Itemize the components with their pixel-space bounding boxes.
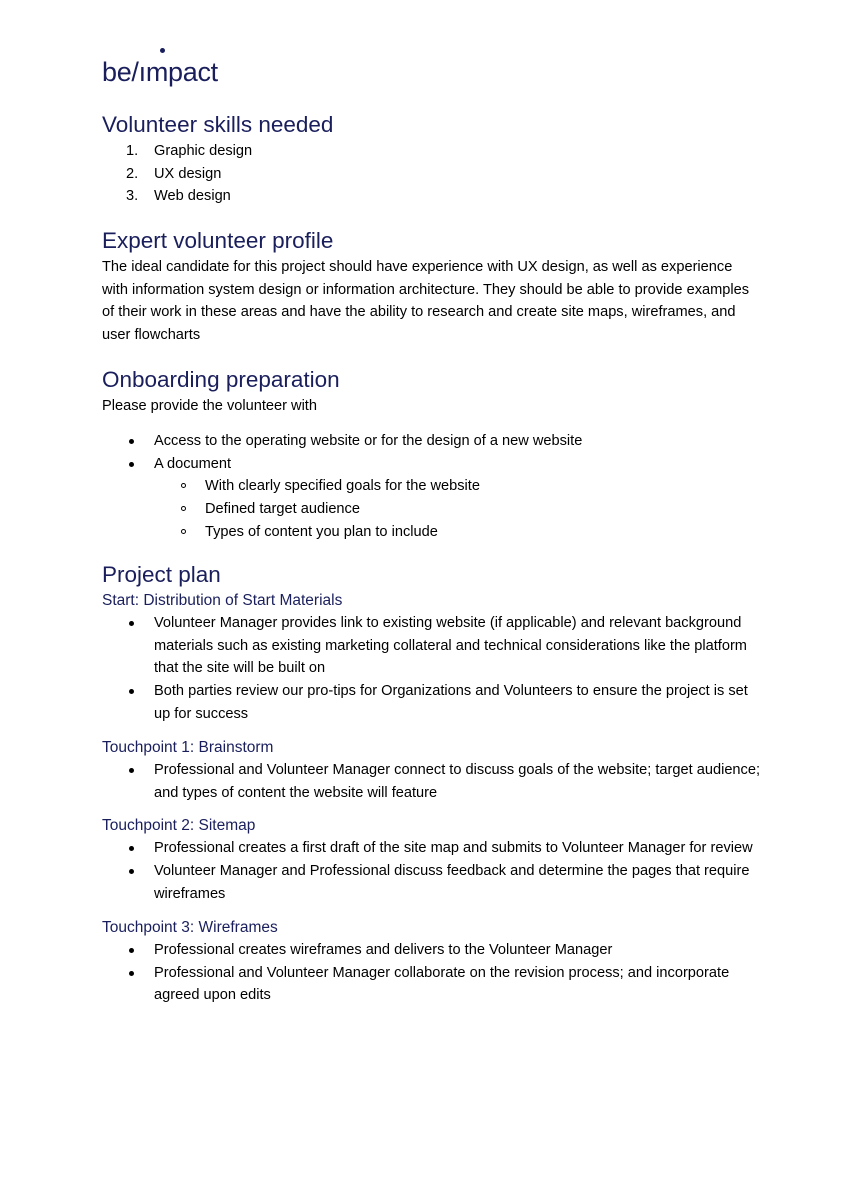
bullet-icon [129, 869, 134, 874]
bullet-icon [129, 689, 134, 694]
sub-list-item [154, 521, 762, 544]
sub-list-item [154, 498, 762, 521]
list-item [102, 759, 762, 805]
list-item-text: Professional and Volunteer Manager collaborate on the revision process; and incorporate agreed upon edits [154, 964, 730, 1004]
list-item-text: Volunteer Manager provides link to existing website (if applicable) and relevant background materials such as existing marketing collateral and technical considerations like the platform that the site will be built on [154, 614, 747, 677]
list-item-text: Both parties review our pro-tips for Organizations and Volunteers to ensure the project is set up for success [154, 683, 748, 722]
touchpoint3-heading: Touchpoint 3: Wireframes [102, 918, 278, 936]
profile-body: The ideal candidate for this project should have experience with UX design, as well as experience with information system design or information architecture. They should be able to provide examples of their work in these areas and have the ability to research and create site maps, wireframes, and user flowcharts [102, 258, 750, 344]
list-item-text: Professional and Volunteer Manager connect to discuss goals of the website; target audience; and types of content the website will feature [154, 761, 761, 801]
list-item [102, 837, 762, 860]
sub-list-item [154, 475, 762, 498]
skills-list-item [102, 185, 762, 208]
list-item-text: A document [154, 455, 232, 472]
bullet-icon [129, 948, 134, 953]
onboarding-list [102, 430, 762, 544]
skills-list-item [102, 163, 762, 186]
skills-list [102, 140, 762, 208]
logo-dot [160, 48, 165, 53]
list-item [102, 860, 762, 906]
list-item-text: Web design [154, 188, 231, 205]
bullet-icon [129, 621, 134, 626]
document-content [102, 110, 762, 1007]
list-item-text: With clearly specified goals for the website [205, 478, 480, 495]
touchpoint2-list [102, 837, 762, 905]
onboarding-heading: Onboarding preparation [102, 366, 340, 392]
list-item [102, 453, 762, 544]
list-item-text: Access to the operating website or for the design of a new website [154, 432, 583, 449]
bullet-icon [129, 846, 134, 851]
circle-bullet-icon [181, 506, 186, 511]
start-list [102, 612, 762, 726]
skills-list-item [102, 140, 762, 163]
touchpoint2-heading: Touchpoint 2: Sitemap [102, 817, 256, 835]
skills-heading: Volunteer skills needed [102, 112, 334, 137]
list-item [102, 680, 762, 726]
list-item-text: Types of content you plan to include [205, 523, 438, 540]
list-number: 1. [126, 143, 139, 159]
list-item-text: Defined target audience [205, 501, 360, 518]
onboarding-sub-list [154, 475, 762, 543]
bullet-icon [129, 439, 134, 444]
touchpoint3-list [102, 939, 762, 1007]
logo-text: be/ımpact [102, 57, 218, 87]
touchpoint1-list [102, 759, 762, 805]
list-number: 2. [126, 165, 139, 182]
bullet-icon [129, 462, 134, 467]
list-item-text: Volunteer Manager and Professional discuss feedback and determine the pages that require wireframes [154, 863, 750, 902]
list-item [102, 962, 762, 1008]
list-number: 3. [126, 188, 139, 205]
start-heading: Start: Distribution of Start Materials [102, 591, 343, 609]
circle-bullet-icon [181, 529, 186, 534]
profile-heading: Expert volunteer profile [102, 227, 334, 253]
list-item-text: Professional creates a first draft of the site map and submits to Volunteer Manager for review [154, 840, 753, 857]
list-item-text: Graphic design [154, 143, 253, 159]
bullet-icon [129, 768, 134, 773]
list-item [102, 939, 762, 962]
list-item [102, 430, 762, 453]
project-plan-heading: Project plan [102, 561, 221, 587]
circle-bullet-icon [181, 483, 186, 488]
onboarding-intro: Please provide the volunteer with [102, 397, 317, 414]
list-item [102, 612, 762, 680]
touchpoint1-heading: Touchpoint 1: Brainstorm [102, 738, 274, 756]
list-item-text: UX design [154, 165, 222, 182]
list-item-text: Professional creates wireframes and delivers to the Volunteer Manager [154, 941, 613, 958]
bullet-icon [129, 971, 134, 976]
